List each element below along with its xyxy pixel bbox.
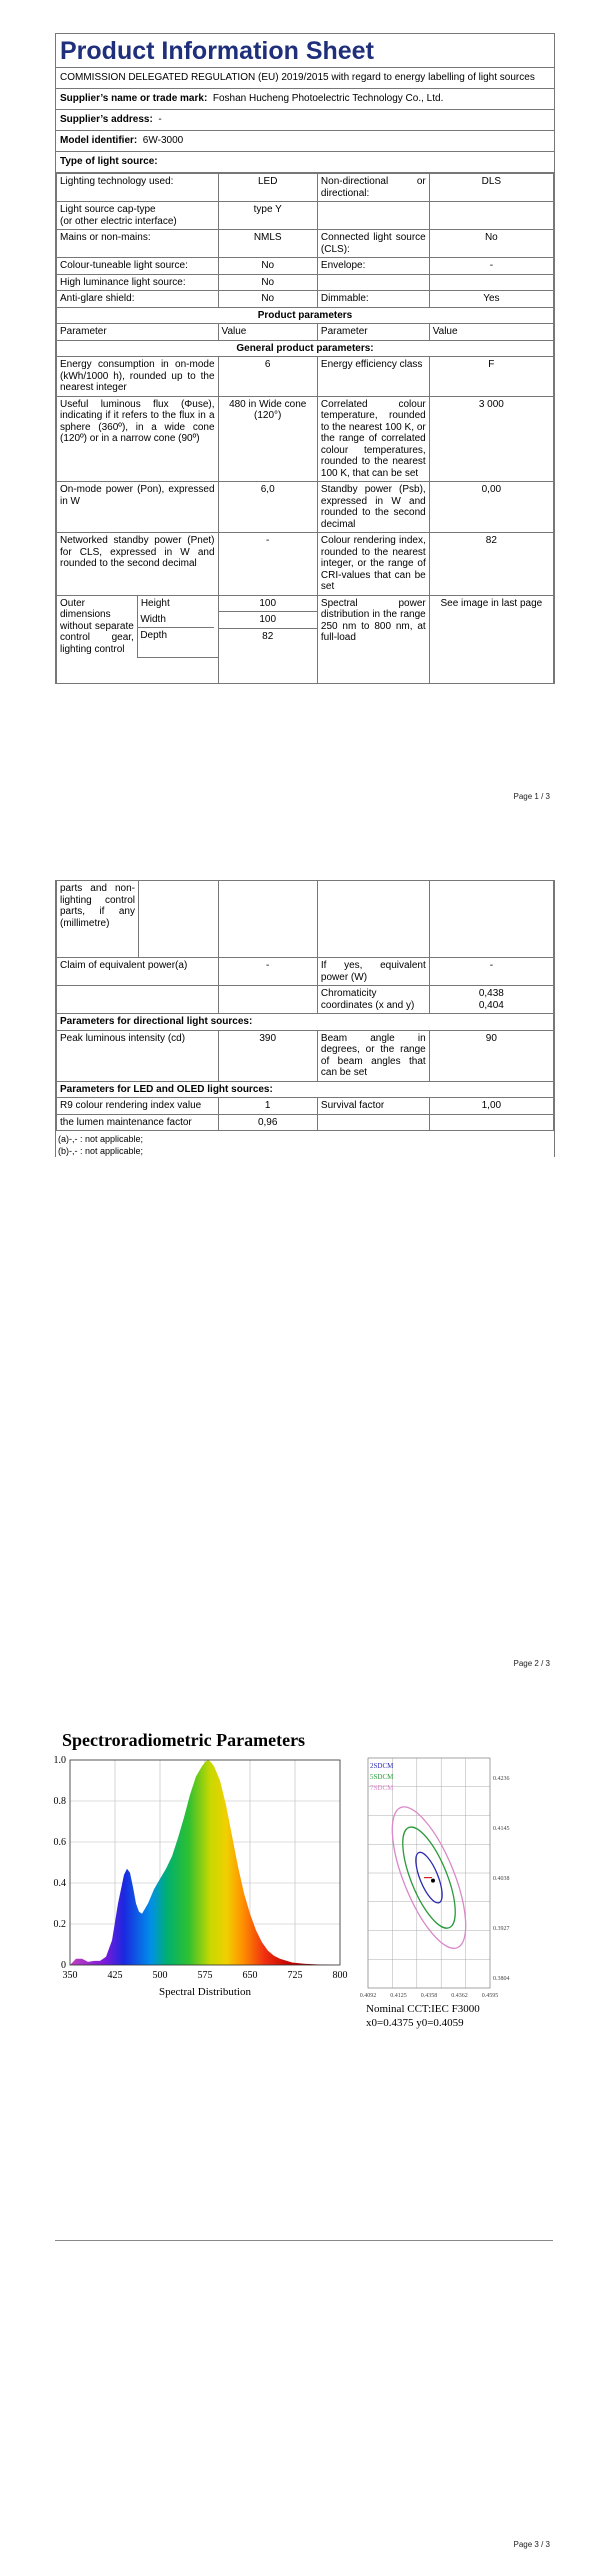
page-title: Product Information Sheet [56, 34, 554, 68]
directional-param-cell: Beam angle in degrees, or the range of beam angles that can be set [317, 1030, 429, 1081]
y-tick-label: 0.4 [53, 1878, 66, 1889]
y-tick-label: 0.8 [53, 1796, 66, 1807]
light-source-cell: Light source cap-type (or other electric interface) [57, 202, 219, 230]
chrom-y-tick: 0.3804 [493, 1976, 510, 1982]
chrom-y-tick: 0.4145 [493, 1826, 510, 1832]
general-param-cell: 6,0 [218, 482, 317, 533]
light-source-row [57, 258, 554, 275]
general-param-row [57, 533, 554, 596]
light-source-cell: No [218, 258, 317, 275]
spd-value: See image in last page [429, 595, 553, 683]
chrom-y-tick: 0.4038 [493, 1876, 510, 1882]
width-value: 100 [218, 612, 317, 629]
y-tick-label: 0.2 [53, 1919, 66, 1930]
product-information-sheet [55, 33, 555, 684]
nominal-cct-caption: Nominal CCT:IEC F3000 [366, 2003, 480, 2015]
page-2 [0, 880, 603, 1680]
light-source-cell [317, 202, 429, 230]
equivalent-power-cell [218, 986, 317, 1014]
light-source-cell [429, 202, 553, 230]
note-a: (a)-,- : not applicable; [58, 1134, 144, 1144]
legend-entry: 7SDCM [370, 1784, 394, 1792]
chrom-y-tick: 0.4236 [493, 1776, 510, 1782]
led-param-cell: 1 [218, 1098, 317, 1115]
chrom-x-tick: 0.4362 [451, 1993, 468, 1999]
led-param-cell [429, 1114, 553, 1131]
note-b: (b)-,- : not applicable; [58, 1146, 144, 1156]
measured-point [431, 1879, 435, 1883]
depth-label: Depth [140, 629, 168, 641]
general-param-cell: Correlated colour temperature, rounded to the nearest 100 K, or the range of correlated colour temperatures, rounded to the nearest 100 K, that can be set [317, 396, 429, 482]
general-param-cell: Useful luminous flux (Φuse), indicating if it refers to the flux in a sphere (360º), in a wide cone (120º) or in a narrow cone (90º) [57, 396, 219, 482]
chrom-x-tick: 0.4092 [360, 1993, 377, 1999]
general-parameters-heading: General product parameters: [57, 340, 554, 357]
regulation-subtitle: COMMISSION DELEGATED REGULATION (EU) 2019/2015 with regard to energy labelling of light sources [56, 68, 554, 89]
supplier-row [56, 89, 554, 110]
page-3-divider [55, 2240, 553, 2241]
general-param-cell: Networked standby power (Pnet) for CLS, expressed in W and rounded to the second decimal [57, 533, 219, 596]
light-source-cell: Connected light source (CLS): [317, 230, 429, 258]
equivalent-power-cell: If yes, equivalent power (W) [317, 958, 429, 986]
light-source-cell: Mains or non-mains: [57, 230, 219, 258]
general-param-cell: 0,00 [429, 482, 553, 533]
general-param-row [57, 396, 554, 482]
general-param-cell: 82 [429, 533, 553, 596]
general-param-row [57, 482, 554, 533]
x-tick-label: 650 [242, 1970, 258, 1981]
depth-value: 82 [218, 628, 317, 683]
light-source-cell: - [429, 258, 553, 275]
light-source-cell: type Y [218, 202, 317, 230]
y-tick-label: 0 [61, 1960, 66, 1971]
general-param-row [57, 357, 554, 397]
page-2-footer: Page 2 / 3 [513, 1659, 550, 1668]
product-parameters-heading: Product parameters [57, 307, 554, 324]
equivalent-power-cell: 0,438 0,404 [429, 986, 553, 1014]
general-param-cell: F [429, 357, 553, 397]
general-param-cell: On-mode power (Pon), expressed in W [57, 482, 219, 533]
legend-entry: 2SDCM [370, 1762, 394, 1770]
param-header-row: Parameter Value Parameter Value [57, 324, 554, 341]
width-label: Width [137, 612, 214, 628]
spd-label: Spectral power distribution in the range 250 nm to 800 nm, at full-load [317, 595, 429, 683]
light-source-cell [317, 274, 429, 291]
light-source-row [57, 174, 554, 202]
led-param-row [57, 1114, 554, 1131]
equivalent-power-cell [57, 986, 219, 1014]
general-param-cell: 6 [218, 357, 317, 397]
x-tick-label: 500 [152, 1970, 168, 1981]
light-source-cell: Colour-tuneable light source: [57, 258, 219, 275]
chrom-y-tick: 0.3927 [493, 1926, 510, 1932]
height-value: 100 [218, 595, 317, 612]
equivalent-power-row [57, 986, 554, 1014]
model-value: 6W-3000 [142, 135, 184, 146]
x-tick-label: 575 [197, 1970, 213, 1981]
page-1 [0, 0, 603, 810]
led-param-cell: Survival factor [317, 1098, 429, 1115]
directional-param-cell: Peak luminous intensity (cd) [57, 1030, 219, 1081]
light-source-cell: No [429, 230, 553, 258]
light-source-cell: Lighting technology used: [57, 174, 219, 202]
chrom-x-tick: 0.4595 [481, 1993, 499, 1999]
general-param-cell: 480 in Wide cone (120°) [218, 396, 317, 482]
general-param-cell: - [218, 533, 317, 596]
dimensions-label-continued: parts and non-lighting control parts, if any (millimetre) [57, 881, 139, 958]
light-source-cell: No [218, 274, 317, 291]
page-1-footer: Page 1 / 3 [513, 792, 550, 801]
equivalent-power-cell: Claim of equivalent power(a) [57, 958, 219, 986]
chromaticity-chart [360, 1750, 540, 2050]
light-source-cell: Anti-glare shield: [57, 291, 219, 308]
light-source-cell: Envelope: [317, 258, 429, 275]
led-param-row [57, 1098, 554, 1115]
spectral-x-label: Spectral Distribution [159, 1986, 251, 1998]
spectral-distribution-chart [40, 1750, 360, 2010]
product-information-sheet-continued [55, 880, 555, 1157]
equivalent-power-cell: - [429, 958, 553, 986]
light-source-cell: LED [218, 174, 317, 202]
y-tick-label: 0.6 [53, 1837, 66, 1848]
directional-heading: Parameters for directional light sources: [57, 1014, 554, 1031]
page-3-footer: Page 3 / 3 [513, 2540, 550, 2549]
page-3 [0, 1710, 603, 2560]
light-source-cell: Non-directional or directional: [317, 174, 429, 202]
equivalent-power-row [57, 958, 554, 986]
chrom-x-tick: 0.4125 [390, 1993, 407, 1999]
address-row [56, 110, 554, 131]
general-param-cell: 3 000 [429, 396, 553, 482]
dimensions-label: Outer dimensions without separate control gear, lighting control [57, 596, 137, 658]
light-source-cell: High luminance light source: [57, 274, 219, 291]
parameters-table-continued [56, 881, 554, 1131]
address-label: Supplier’s address: [60, 114, 153, 125]
light-source-cell: No [218, 291, 317, 308]
dimensions-row: Outer dimensions without separate control gear, lighting control Height 100 Spectral power distribution in the range 250 nm to 800 nm, at full-load See image in last page [57, 595, 554, 612]
supplier-label: Supplier’s name or trade mark: [60, 93, 208, 104]
light-source-row [57, 202, 554, 230]
directional-param-row [57, 1030, 554, 1081]
notes [56, 1131, 554, 1157]
chrom-x-tick: 0.4358 [420, 1993, 438, 1999]
general-param-cell: Colour rendering index, rounded to the nearest integer, or the range of CRI-values that can be set [317, 533, 429, 596]
dimensions-continued-row [57, 881, 554, 958]
light-source-row [57, 274, 554, 291]
x-tick-label: 350 [62, 1970, 78, 1981]
xy0-caption: x0=0.4375 y0=0.4059 [366, 2017, 464, 2029]
led-param-cell: R9 colour rendering index value [57, 1098, 219, 1115]
x-tick-label: 725 [287, 1970, 303, 1981]
x-tick-label: 425 [107, 1970, 123, 1981]
led-param-cell: 1,00 [429, 1098, 553, 1115]
model-label: Model identifier: [60, 135, 138, 146]
light-source-cell [429, 274, 553, 291]
supplier-value: Foshan Hucheng Photoelectric Technology Co., Ltd. [212, 93, 444, 104]
model-row [56, 131, 554, 152]
equivalent-power-cell: Chromaticity coordinates (x and y) [317, 986, 429, 1014]
light-source-cell: Dimmable: [317, 291, 429, 308]
directional-param-cell: 390 [218, 1030, 317, 1081]
led-param-cell [317, 1114, 429, 1131]
light-source-cell: NMLS [218, 230, 317, 258]
x-tick-label: 800 [332, 1970, 348, 1981]
parameters-table [56, 173, 554, 684]
general-param-cell: Standby power (Psb), expressed in W and rounded to the second decimal [317, 482, 429, 533]
light-source-cell: DLS [429, 174, 553, 202]
equivalent-power-cell: - [218, 958, 317, 986]
directional-param-cell: 90 [429, 1030, 553, 1081]
light-source-type-heading: Type of light source: [56, 152, 554, 173]
led-param-cell: the lumen maintenance factor [57, 1114, 219, 1131]
light-source-cell: Yes [429, 291, 553, 308]
led-param-cell: 0,96 [218, 1114, 317, 1131]
general-param-cell: Energy consumption in on-mode (kWh/1000 h), rounded up to the nearest integer [57, 357, 219, 397]
light-source-row [57, 230, 554, 258]
led-heading: Parameters for LED and OLED light sources: [57, 1081, 554, 1098]
spectro-chart-title: Spectroradiometric Parameters [62, 1730, 306, 1750]
light-source-row [57, 291, 554, 308]
spectral-curve [70, 1760, 340, 1965]
y-tick-label: 1.0 [53, 1755, 66, 1766]
legend-entry: 5SDCM [370, 1773, 394, 1781]
general-param-cell: Energy efficiency class [317, 357, 429, 397]
address-value: - [158, 114, 162, 125]
